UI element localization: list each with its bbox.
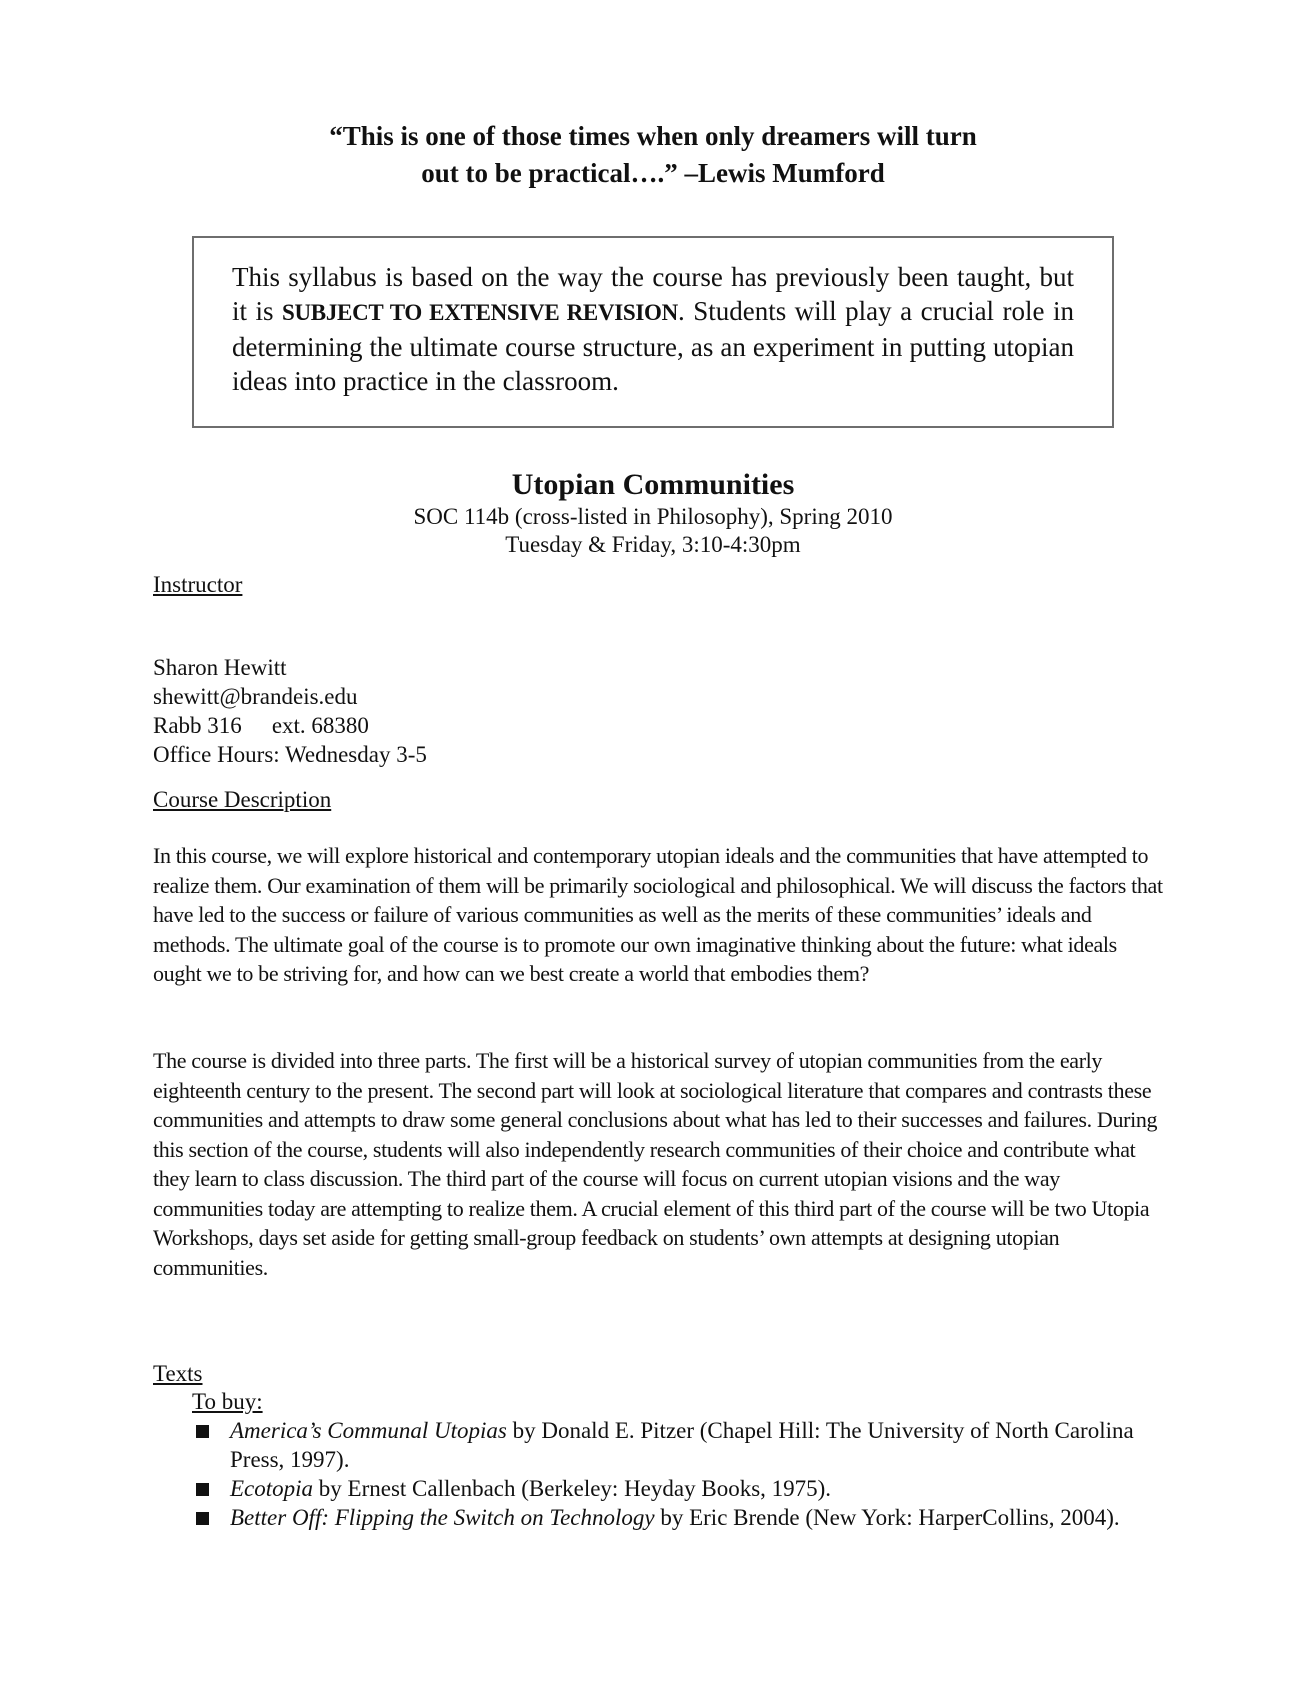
course-schedule: Tuesday & Friday, 3:10-4:30pm	[505, 532, 801, 557]
book-list	[192, 1416, 1172, 1532]
instructor-ext: ext. 68380	[271, 713, 369, 738]
instructor-info	[153, 653, 427, 769]
course-title-block	[200, 467, 1106, 559]
description-paragraph-1: In this course, we will explore historical and contemporary utopian ideals and the communities that have attempted to realize them. Our examination of them will be primarily sociological and philosophical. We will discuss the factors that have led to the success or failure of various communities as well as the merits of these communities’ ideals and methods. The ultimate goal of the course is to promote our own imaginative thinking about the future: what ideals ought we to be striving for, and how can we best create a world that embodies them?	[153, 843, 1163, 986]
book-title: Ecotopia	[230, 1476, 314, 1501]
list-item	[192, 1416, 1172, 1474]
list-item	[192, 1503, 1172, 1532]
instructor-office: Rabb 316	[153, 713, 242, 738]
quote-line-2: out to be practical….” –Lewis Mumford	[421, 158, 885, 188]
book-title: America’s Communal Utopias	[230, 1418, 507, 1443]
instructor-email: shewitt@brandeis.edu	[153, 684, 358, 709]
to-buy-subheading: To buy:	[192, 1389, 263, 1414]
book-title: Better Off: Flipping the Switch on Technology	[230, 1505, 655, 1530]
notice-text-after: . Students will play a crucial role in determining the ultimate course structure, as an experiment in putting utopian ideas into practice in the classroom.	[232, 296, 1074, 396]
square-bullet-icon	[196, 1512, 209, 1525]
square-bullet-icon	[196, 1483, 209, 1496]
list-item	[192, 1474, 1172, 1503]
instructor-hours: Office Hours: Wednesday 3-5	[153, 742, 427, 767]
description-paragraph-2: The course is divided into three parts. The first will be a historical survey of utopian communities from the early eighteenth century to the present. The second part will look at sociological literature that compares and contrasts these communities and attempts to draw some general conclusions about what has led to their successes and failures. During this section of the course, students will also independently research communities of their choice and contribute what they learn to class discussion. The third part of the course will focus on current utopian visions and the way communities today are attempting to realize them. A crucial element of this third part of the course will be two Utopia Workshops, days set aside for getting small-group feedback on students’ own attempts at designing utopian communities.	[153, 1048, 1158, 1280]
texts-heading: Texts	[153, 1361, 203, 1386]
book-details: by Eric Brende (New York: HarperCollins, 2004).	[654, 1505, 1120, 1530]
instructor-heading: Instructor	[153, 572, 243, 597]
book-details: by Ernest Callenbach (Berkeley: Heyday Books, 1975).	[313, 1476, 832, 1501]
instructor-name: Sharon Hewitt	[153, 655, 287, 680]
course-description-heading: Course Description	[153, 787, 332, 812]
course-code-line: SOC 114b (cross-listed in Philosophy), Spring 2010	[413, 504, 893, 529]
course-title: Utopian Communities	[511, 468, 795, 501]
epigraph-quote	[200, 118, 1106, 192]
notice-emphasis: SUBJECT TO EXTENSIVE REVISION	[281, 300, 678, 325]
instructor-office-line	[153, 711, 427, 740]
revision-notice-box	[192, 236, 1114, 428]
book-details: by Donald E. Pitzer (Chapel Hill: The University of North Carolina Press, 1997).	[230, 1418, 1134, 1472]
quote-line-1: “This is one of those times when only dreamers will turn	[329, 121, 977, 151]
notice-text-before: This syllabus is based on the way the course has previously been taught, but it is	[232, 262, 1074, 326]
square-bullet-icon	[196, 1425, 209, 1438]
